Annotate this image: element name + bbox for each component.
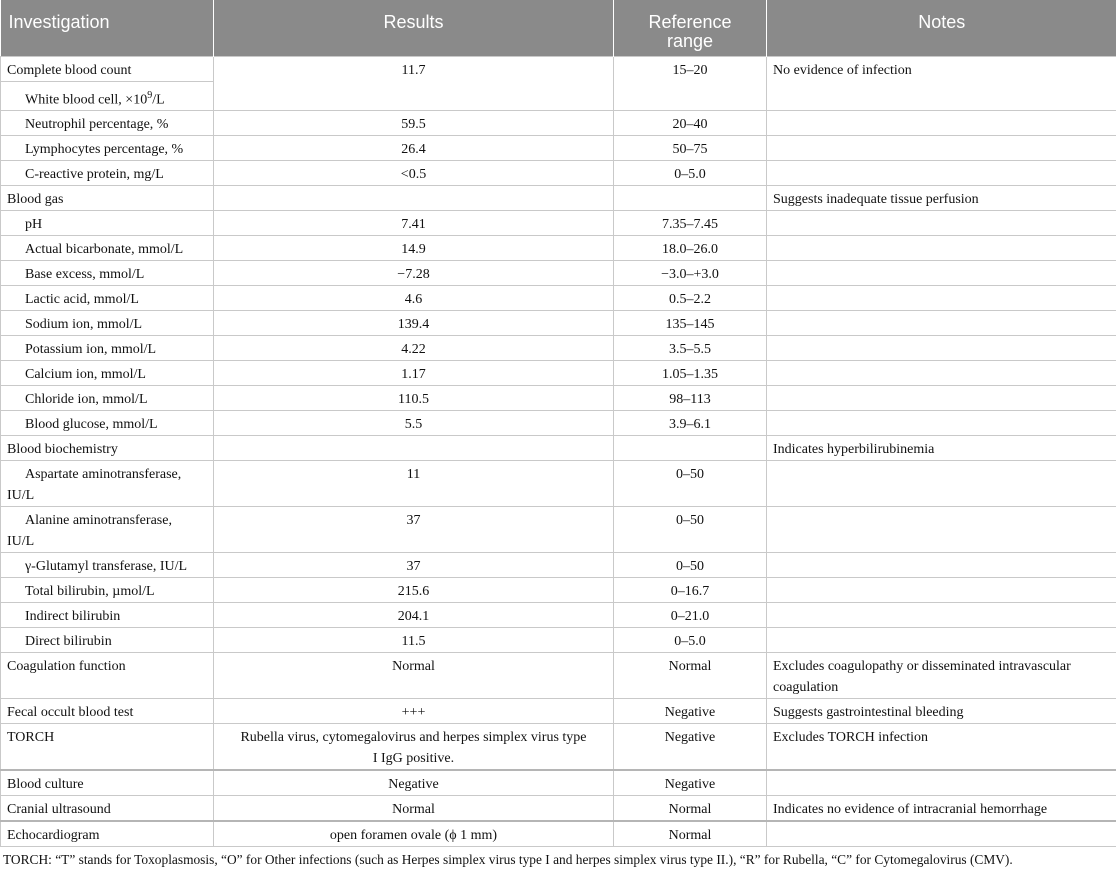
table-row — [1, 436, 1116, 461]
header-reference-line1: Reference — [648, 12, 732, 32]
result-cell: 26.4 — [214, 136, 614, 161]
reference-cell: 0–50 — [614, 553, 767, 578]
table-row — [1, 236, 1116, 261]
result-cell: 5.5 — [214, 411, 614, 436]
investigation-cell: Base excess, mmol/L — [1, 261, 214, 286]
notes-cell — [767, 628, 1116, 653]
notes-cell — [767, 386, 1116, 411]
table-row — [1, 411, 1116, 436]
reference-cell — [614, 186, 767, 211]
notes-cell — [767, 136, 1116, 161]
reference-cell: 7.35–7.45 — [614, 211, 767, 236]
investigation-cell: Sodium ion, mmol/L — [1, 311, 214, 336]
reference-cell: 3.5–5.5 — [614, 336, 767, 361]
result-cell: 11 — [214, 461, 614, 507]
investigation-cell: Blood biochemistry — [1, 436, 214, 461]
reference-cell: Negative — [614, 770, 767, 796]
result-cell: 7.41 — [214, 211, 614, 236]
notes-cell: Indicates no evidence of intracranial hemorrhage — [767, 796, 1116, 822]
investigation-cell: Lactic acid, mmol/L — [1, 286, 214, 311]
investigation-cell: Blood culture — [1, 770, 214, 796]
reference-cell: 0–50 — [614, 461, 767, 507]
result-cell: open foramen ovale (ϕ 1 mm) — [214, 821, 614, 847]
notes-cell — [767, 261, 1116, 286]
result-cell: 110.5 — [214, 386, 614, 411]
result-cell: 11.5 — [214, 628, 614, 653]
notes-cell — [767, 553, 1116, 578]
notes-cell — [767, 211, 1116, 236]
result-cell: 4.6 — [214, 286, 614, 311]
investigation-line2: IU/L — [7, 488, 35, 504]
investigation-cell: C-reactive protein, mg/L — [1, 161, 214, 186]
notes-cell — [767, 603, 1116, 628]
investigation-text: White blood cell, ×10 — [25, 92, 148, 108]
result-cell: −7.28 — [214, 261, 614, 286]
reference-cell: 0–50 — [614, 507, 767, 553]
result-cell: <0.5 — [214, 161, 614, 186]
result-cell: 4.22 — [214, 336, 614, 361]
table-row — [1, 186, 1116, 211]
investigation-cell: Indirect bilirubin — [1, 603, 214, 628]
reference-cell: 3.9–6.1 — [614, 411, 767, 436]
reference-cell: 15–20 — [614, 56, 767, 111]
table-row — [1, 699, 1116, 724]
result-cell — [214, 724, 614, 771]
table-row — [1, 628, 1116, 653]
table-row — [1, 461, 1116, 507]
notes-cell: Suggests inadequate tissue perfusion — [767, 186, 1116, 211]
reference-cell: 0–5.0 — [614, 628, 767, 653]
notes-cell — [767, 411, 1116, 436]
investigation-cell: Chloride ion, mmol/L — [1, 386, 214, 411]
investigation-superscript: 9 — [147, 89, 153, 101]
notes-cell: No evidence of infection — [767, 56, 1116, 111]
investigation-cell: Complete blood count — [1, 56, 214, 81]
notes-cell: Excludes TORCH infection — [767, 724, 1116, 771]
notes-cell — [767, 770, 1116, 796]
reference-cell: 135–145 — [614, 311, 767, 336]
result-cell — [214, 436, 614, 461]
table-footnote: TORCH: “T” stands for Toxoplasmosis, “O” for Other infections (such as Herpes simplex virus type I and herpes simplex virus type II.), “R” for Rubella, “C” for Cytomegalovirus (CMV). — [3, 852, 1013, 867]
table-row — [1, 796, 1116, 822]
investigation-cell: Cranial ultrasound — [1, 796, 214, 822]
table-row — [1, 553, 1116, 578]
notes-cell — [767, 578, 1116, 603]
notes-cell: Suggests gastrointestinal bleeding — [767, 699, 1116, 724]
result-cell: 11.7 — [214, 56, 614, 111]
reference-cell: 0.5–2.2 — [614, 286, 767, 311]
notes-cell — [767, 361, 1116, 386]
table-row — [1, 603, 1116, 628]
result-cell: 59.5 — [214, 111, 614, 136]
investigation-cell: Direct bilirubin — [1, 628, 214, 653]
result-cell: 139.4 — [214, 311, 614, 336]
reference-cell — [614, 436, 767, 461]
notes-cell — [767, 336, 1116, 361]
investigation-cell: Potassium ion, mmol/L — [1, 336, 214, 361]
notes-cell — [767, 311, 1116, 336]
header-row — [1, 0, 1116, 56]
investigation-line1: Alanine aminotransferase, — [25, 513, 172, 529]
investigation-text-suffix: /L — [152, 92, 165, 108]
table-row — [1, 386, 1116, 411]
investigation-cell: Calcium ion, mmol/L — [1, 361, 214, 386]
result-cell: 204.1 — [214, 603, 614, 628]
notes-cell — [767, 111, 1116, 136]
table-row — [1, 578, 1116, 603]
table-header — [1, 0, 1116, 56]
investigation-cell: Neutrophil percentage, % — [1, 111, 214, 136]
table-row — [1, 361, 1116, 386]
reference-cell: 0–16.7 — [614, 578, 767, 603]
header-results: Results — [214, 0, 614, 56]
notes-cell — [767, 821, 1116, 847]
table-row — [1, 211, 1116, 236]
investigation-cell: Blood glucose, mmol/L — [1, 411, 214, 436]
notes-cell: Indicates hyperbilirubinemia — [767, 436, 1116, 461]
reference-cell: Normal — [614, 821, 767, 847]
reference-cell: 50–75 — [614, 136, 767, 161]
reference-cell: Negative — [614, 724, 767, 771]
investigation-cell: pH — [1, 211, 214, 236]
notes-cell — [767, 286, 1116, 311]
table-row — [1, 336, 1116, 361]
header-investigation: Investigation — [1, 0, 214, 56]
investigation-cell: γ-Glutamyl transferase, IU/L — [1, 553, 214, 578]
investigation-cell: Lymphocytes percentage, % — [1, 136, 214, 161]
reference-cell: −3.0–+3.0 — [614, 261, 767, 286]
notes-cell — [767, 507, 1116, 553]
header-notes: Notes — [767, 0, 1116, 56]
result-line1: Rubella virus, cytomegalovirus and herpes simplex virus type — [240, 730, 587, 746]
table-row — [1, 311, 1116, 336]
result-cell: 215.6 — [214, 578, 614, 603]
table-row — [1, 507, 1116, 553]
investigation-cell — [1, 81, 214, 111]
table-row — [1, 111, 1116, 136]
result-cell: 37 — [214, 507, 614, 553]
investigation-cell: Fecal occult blood test — [1, 699, 214, 724]
reference-cell: 0–5.0 — [614, 161, 767, 186]
investigation-cell: Blood gas — [1, 186, 214, 211]
notes-line1: Excludes coagulopathy or disseminated intravascular — [773, 659, 1071, 675]
table-row — [1, 136, 1116, 161]
reference-cell: 20–40 — [614, 111, 767, 136]
reference-cell: Normal — [614, 653, 767, 699]
result-line2: I IgG positive. — [372, 751, 455, 767]
reference-cell: 1.05–1.35 — [614, 361, 767, 386]
table-row — [1, 56, 1116, 81]
result-cell: Negative — [214, 770, 614, 796]
notes-cell — [767, 653, 1116, 699]
reference-cell: 18.0–26.0 — [614, 236, 767, 261]
table-row — [1, 261, 1116, 286]
investigation-cell — [1, 507, 214, 553]
reference-cell: 98–113 — [614, 386, 767, 411]
notes-line2: coagulation — [773, 680, 839, 696]
table-body — [1, 56, 1116, 847]
investigation-line1: Aspartate aminotransferase, — [25, 467, 182, 483]
header-reference-range — [614, 0, 767, 56]
result-cell: Normal — [214, 796, 614, 822]
reference-cell: 0–21.0 — [614, 603, 767, 628]
result-cell: Normal — [214, 653, 614, 699]
table-row — [1, 724, 1116, 771]
table-row — [1, 653, 1116, 699]
table-row — [1, 161, 1116, 186]
result-cell — [214, 186, 614, 211]
investigation-cell: Actual bicarbonate, mmol/L — [1, 236, 214, 261]
result-cell: 1.17 — [214, 361, 614, 386]
header-reference-line2: range — [666, 31, 714, 51]
reference-cell: Negative — [614, 699, 767, 724]
investigation-cell: TORCH — [1, 724, 214, 771]
notes-cell — [767, 461, 1116, 507]
investigation-cell: Coagulation function — [1, 653, 214, 699]
investigation-line2: IU/L — [7, 534, 35, 550]
result-cell: +++ — [214, 699, 614, 724]
table-row — [1, 286, 1116, 311]
result-cell: 37 — [214, 553, 614, 578]
result-cell: 14.9 — [214, 236, 614, 261]
notes-cell — [767, 236, 1116, 261]
investigation-cell: Echocardiogram — [1, 821, 214, 847]
reference-cell: Normal — [614, 796, 767, 822]
notes-cell — [767, 161, 1116, 186]
table-row — [1, 770, 1116, 796]
investigation-cell: Total bilirubin, µmol/L — [1, 578, 214, 603]
table-row — [1, 821, 1116, 847]
investigation-cell — [1, 461, 214, 507]
